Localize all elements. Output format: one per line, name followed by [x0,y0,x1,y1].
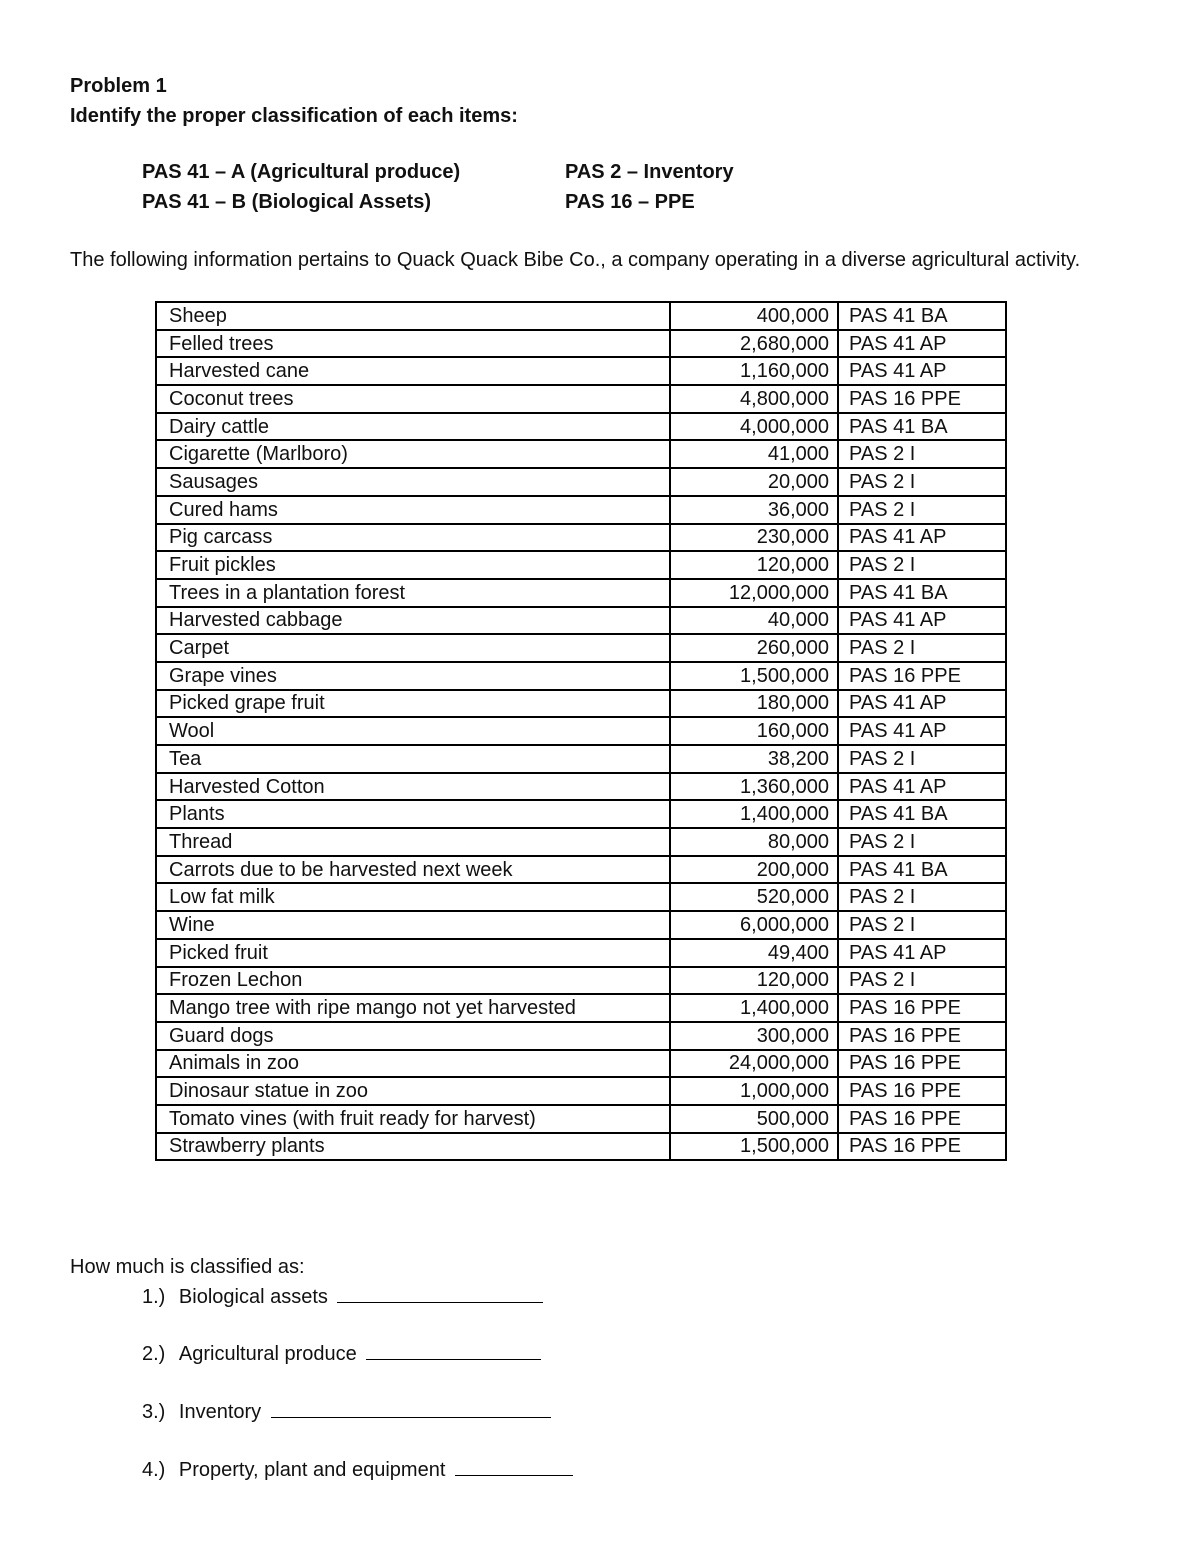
item-name-cell: Felled trees [156,330,670,358]
table-row [156,330,1006,358]
table-row [156,883,1006,911]
table-row [156,690,1006,718]
question-number: 1.) [142,1286,166,1308]
item-amount-cell: 24,000,000 [670,1050,838,1078]
item-classification-cell: PAS 16 PPE [838,1133,1006,1161]
item-name-cell: Strawberry plants [156,1133,670,1161]
legend-biological-assets: PAS 41 – B (Biological Assets) [142,191,431,213]
item-amount-cell: 1,360,000 [670,773,838,801]
item-classification-cell: PAS 41 BA [838,856,1006,884]
item-amount-cell: 200,000 [670,856,838,884]
item-amount-cell: 12,000,000 [670,579,838,607]
answer-blank-biological-assets[interactable] [337,1284,543,1303]
table-row [156,440,1006,468]
intro-paragraph: The following information pertains to Quack Quack Bibe Co., a company operating in a diverse agricultural activity. [70,249,1081,271]
legend-ppe: PAS 16 – PPE [565,191,695,213]
table-row [156,994,1006,1022]
item-classification-cell: PAS 41 BA [838,302,1006,330]
item-name-cell: Harvested Cotton [156,773,670,801]
table-row [156,551,1006,579]
item-classification-cell: PAS 41 AP [838,357,1006,385]
item-classification-cell: PAS 41 BA [838,413,1006,441]
table-row [156,413,1006,441]
item-classification-cell: PAS 2 I [838,551,1006,579]
item-classification-cell: PAS 41 AP [838,607,1006,635]
question-label: Property, plant and equipment [178,1459,446,1481]
items-table [155,301,1007,1161]
item-name-cell: Dinosaur statue in zoo [156,1077,670,1105]
item-amount-cell: 520,000 [670,883,838,911]
item-name-cell: Cigarette (Marlboro) [156,440,670,468]
item-classification-cell: PAS 2 I [838,440,1006,468]
item-classification-cell: PAS 2 I [838,967,1006,995]
question-inventory [142,1399,551,1424]
item-classification-cell: PAS 41 BA [838,579,1006,607]
item-classification-cell: PAS 41 AP [838,939,1006,967]
table-row [156,967,1006,995]
table-row [156,1105,1006,1133]
item-amount-cell: 1,000,000 [670,1077,838,1105]
item-name-cell: Picked grape fruit [156,690,670,718]
item-name-cell: Cured hams [156,496,670,524]
answer-blank-inventory[interactable] [271,1399,551,1418]
table-row [156,302,1006,330]
item-name-cell: Pig carcass [156,524,670,552]
item-name-cell: Wine [156,911,670,939]
table-row [156,828,1006,856]
item-amount-cell: 230,000 [670,524,838,552]
item-amount-cell: 6,000,000 [670,911,838,939]
question-label: Inventory [178,1401,262,1423]
table-row [156,939,1006,967]
item-classification-cell: PAS 2 I [838,745,1006,773]
question-label: Biological assets [178,1286,328,1308]
question-biological-assets [142,1284,543,1309]
item-classification-cell: PAS 16 PPE [838,1050,1006,1078]
item-name-cell: Thread [156,828,670,856]
table-row [156,357,1006,385]
item-classification-cell: PAS 41 AP [838,717,1006,745]
item-name-cell: Dairy cattle [156,413,670,441]
item-classification-cell: PAS 41 AP [838,773,1006,801]
item-name-cell: Harvested cane [156,357,670,385]
item-name-cell: Frozen Lechon [156,967,670,995]
item-classification-cell: PAS 2 I [838,911,1006,939]
item-amount-cell: 1,500,000 [670,1133,838,1161]
item-classification-cell: PAS 16 PPE [838,1077,1006,1105]
table-row [156,607,1006,635]
item-name-cell: Plants [156,800,670,828]
item-classification-cell: PAS 41 AP [838,524,1006,552]
item-amount-cell: 180,000 [670,690,838,718]
item-amount-cell: 120,000 [670,551,838,579]
item-name-cell: Animals in zoo [156,1050,670,1078]
item-classification-cell: PAS 16 PPE [838,385,1006,413]
question-number: 3.) [142,1401,166,1423]
item-amount-cell: 160,000 [670,717,838,745]
item-classification-cell: PAS 2 I [838,634,1006,662]
item-amount-cell: 80,000 [670,828,838,856]
item-amount-cell: 4,000,000 [670,413,838,441]
item-name-cell: Coconut trees [156,385,670,413]
table-row [156,385,1006,413]
legend-agricultural-produce: PAS 41 – A (Agricultural produce) [142,161,461,183]
item-amount-cell: 120,000 [670,967,838,995]
item-amount-cell: 1,400,000 [670,994,838,1022]
table-row [156,773,1006,801]
item-amount-cell: 1,400,000 [670,800,838,828]
item-classification-cell: PAS 41 AP [838,690,1006,718]
item-classification-cell: PAS 2 I [838,828,1006,856]
item-name-cell: Tomato vines (with fruit ready for harvest) [156,1105,670,1133]
question-ppe [142,1457,573,1482]
answer-blank-agricultural-produce[interactable] [366,1341,541,1360]
table-row [156,717,1006,745]
item-name-cell: Carpet [156,634,670,662]
item-name-cell: Low fat milk [156,883,670,911]
item-amount-cell: 500,000 [670,1105,838,1133]
table-row [156,496,1006,524]
item-name-cell: Sheep [156,302,670,330]
item-name-cell: Picked fruit [156,939,670,967]
question-number: 4.) [142,1459,166,1481]
legend-inventory: PAS 2 – Inventory [565,161,734,183]
table-row [156,524,1006,552]
item-amount-cell: 1,160,000 [670,357,838,385]
item-name-cell: Guard dogs [156,1022,670,1050]
item-amount-cell: 49,400 [670,939,838,967]
item-amount-cell: 38,200 [670,745,838,773]
item-name-cell: Tea [156,745,670,773]
item-classification-cell: PAS 16 PPE [838,1105,1006,1133]
item-amount-cell: 41,000 [670,440,838,468]
item-name-cell: Grape vines [156,662,670,690]
table-row [156,1133,1006,1161]
item-classification-cell: PAS 16 PPE [838,1022,1006,1050]
table-row [156,745,1006,773]
item-classification-cell: PAS 2 I [838,496,1006,524]
table-row [156,634,1006,662]
item-amount-cell: 36,000 [670,496,838,524]
item-name-cell: Harvested cabbage [156,607,670,635]
item-name-cell: Trees in a plantation forest [156,579,670,607]
table-row [156,1022,1006,1050]
table-row [156,468,1006,496]
questions-heading: How much is classified as: [70,1256,305,1278]
item-amount-cell: 2,680,000 [670,330,838,358]
answer-blank-ppe[interactable] [455,1457,573,1476]
table-row [156,1077,1006,1105]
question-number: 2.) [142,1343,166,1365]
item-name-cell: Sausages [156,468,670,496]
item-name-cell: Fruit pickles [156,551,670,579]
item-name-cell: Mango tree with ripe mango not yet harvested [156,994,670,1022]
item-amount-cell: 300,000 [670,1022,838,1050]
item-classification-cell: PAS 16 PPE [838,662,1006,690]
problem-instruction: Identify the proper classification of each items: [70,105,518,127]
item-amount-cell: 4,800,000 [670,385,838,413]
item-name-cell: Carrots due to be harvested next week [156,856,670,884]
table-row [156,800,1006,828]
problem-title: Problem 1 [70,75,167,97]
table-row [156,911,1006,939]
table-row [156,856,1006,884]
item-classification-cell: PAS 41 AP [838,330,1006,358]
table-row [156,579,1006,607]
item-amount-cell: 260,000 [670,634,838,662]
item-amount-cell: 1,500,000 [670,662,838,690]
item-amount-cell: 20,000 [670,468,838,496]
item-classification-cell: PAS 41 BA [838,800,1006,828]
question-agricultural-produce [142,1341,541,1366]
item-classification-cell: PAS 2 I [838,468,1006,496]
table-row [156,662,1006,690]
table-row [156,1050,1006,1078]
question-label: Agricultural produce [178,1343,357,1365]
item-amount-cell: 40,000 [670,607,838,635]
item-name-cell: Wool [156,717,670,745]
item-classification-cell: PAS 2 I [838,883,1006,911]
item-classification-cell: PAS 16 PPE [838,994,1006,1022]
item-amount-cell: 400,000 [670,302,838,330]
